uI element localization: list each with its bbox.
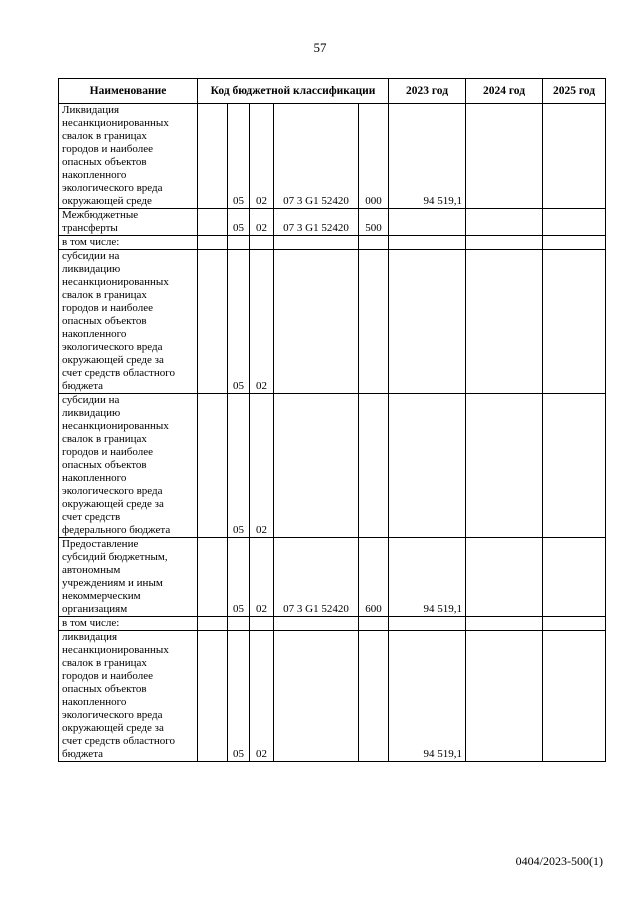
amount-2023 (389, 617, 466, 631)
row-name: в том числе: (59, 617, 198, 631)
amount-2025 (543, 236, 606, 250)
subsection-code: 02 (250, 538, 274, 617)
table-header-row (59, 79, 606, 104)
table-row (59, 104, 606, 209)
amount-2023: 94 519,1 (389, 538, 466, 617)
expense-type-code (359, 631, 389, 762)
target-article-code: 07 3 G1 52420 (274, 104, 359, 209)
expense-type-code (359, 617, 389, 631)
subsection-code (250, 236, 274, 250)
amount-2024 (466, 209, 543, 236)
amount-2025 (543, 617, 606, 631)
target-article-code (274, 631, 359, 762)
amount-2025 (543, 631, 606, 762)
target-article-code (274, 236, 359, 250)
expense-type-code (359, 236, 389, 250)
section-code (228, 617, 250, 631)
target-article-code: 07 3 G1 52420 (274, 209, 359, 236)
subsection-code: 02 (250, 250, 274, 394)
empty-cell (198, 209, 228, 236)
expense-type-code (359, 250, 389, 394)
amount-2025 (543, 250, 606, 394)
table-row (59, 209, 606, 236)
amount-2025 (543, 538, 606, 617)
subsection-code: 02 (250, 631, 274, 762)
section-code: 05 (228, 538, 250, 617)
table-row (59, 250, 606, 394)
amount-2023 (389, 236, 466, 250)
section-code (228, 236, 250, 250)
target-article-code (274, 250, 359, 394)
table-row (59, 236, 606, 250)
row-name: Ликвидация несанкционированных свалок в границах городов и наиболее опасных объектов накопленного экологического вреда окружающей среде (59, 104, 198, 209)
expense-type-code: 500 (359, 209, 389, 236)
column-header-2025: 2025 год (543, 79, 606, 104)
amount-2024 (466, 617, 543, 631)
amount-2025 (543, 394, 606, 538)
table-row (59, 538, 606, 617)
amount-2023: 94 519,1 (389, 104, 466, 209)
document-code: 0404/2023-500(1) (515, 854, 603, 868)
row-name: субсидии на ликвидацию несанкционированных свалок в границах городов и наиболее опасных объектов накопленного экологического вреда окружающей среде за счет средств областного бюджета (59, 250, 198, 394)
amount-2025 (543, 104, 606, 209)
row-name: в том числе: (59, 236, 198, 250)
target-article-code (274, 617, 359, 631)
table-row (59, 394, 606, 538)
amount-2023: 94 519,1 (389, 631, 466, 762)
amount-2023 (389, 209, 466, 236)
amount-2024 (466, 236, 543, 250)
row-name: Предоставление субсидий бюджетным, автономным учреждениям и иным некоммерческим организациям (59, 538, 198, 617)
empty-cell (198, 538, 228, 617)
empty-cell (198, 631, 228, 762)
target-article-code: 07 3 G1 52420 (274, 538, 359, 617)
amount-2024 (466, 538, 543, 617)
amount-2023 (389, 250, 466, 394)
amount-2024 (466, 250, 543, 394)
column-header-name: Наименование (59, 79, 198, 104)
column-header-code: Код бюджетной классификации (198, 79, 389, 104)
amount-2023 (389, 394, 466, 538)
row-name: ликвидация несанкционированных свалок в границах городов и наиболее опасных объектов накопленного экологического вреда окружающей среде за счет средств областного бюджета (59, 631, 198, 762)
row-name: субсидии на ликвидацию несанкционированных свалок в границах городов и наиболее опасных объектов накопленного экологического вреда окружающей среде за счет средств федерального бюджета (59, 394, 198, 538)
column-header-2024: 2024 год (466, 79, 543, 104)
empty-cell (198, 250, 228, 394)
section-code: 05 (228, 104, 250, 209)
table-row (59, 631, 606, 762)
row-name: Межбюджетные трансферты (59, 209, 198, 236)
subsection-code: 02 (250, 394, 274, 538)
subsection-code (250, 617, 274, 631)
column-header-2023: 2023 год (389, 79, 466, 104)
amount-2024 (466, 394, 543, 538)
empty-cell (198, 394, 228, 538)
expense-type-code (359, 394, 389, 538)
section-code: 05 (228, 209, 250, 236)
expense-type-code: 600 (359, 538, 389, 617)
amount-2025 (543, 209, 606, 236)
subsection-code: 02 (250, 209, 274, 236)
section-code: 05 (228, 631, 250, 762)
amount-2024 (466, 631, 543, 762)
table-row (59, 617, 606, 631)
amount-2024 (466, 104, 543, 209)
section-code: 05 (228, 394, 250, 538)
budget-table (58, 78, 606, 762)
empty-cell (198, 617, 228, 631)
subsection-code: 02 (250, 104, 274, 209)
empty-cell (198, 236, 228, 250)
page-number: 57 (313, 40, 327, 55)
section-code: 05 (228, 250, 250, 394)
empty-cell (198, 104, 228, 209)
target-article-code (274, 394, 359, 538)
expense-type-code: 000 (359, 104, 389, 209)
